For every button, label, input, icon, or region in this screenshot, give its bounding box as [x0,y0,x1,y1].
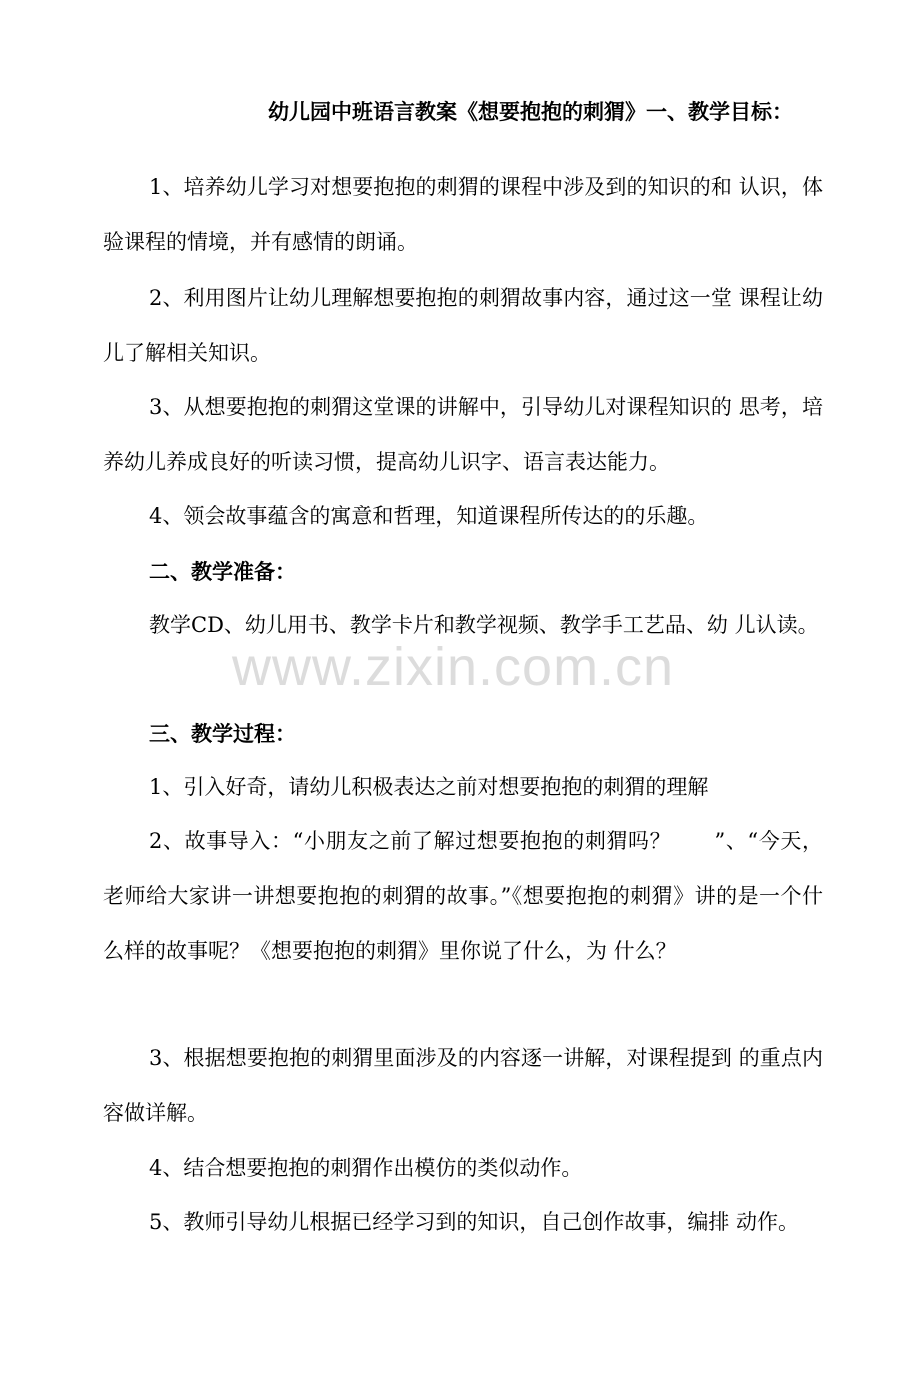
process-item-4: 4、结合想要抱抱的刺猬作出模仿的类似动作。 [149,1156,583,1180]
section-heading-process: 三、教学过程： [149,722,296,746]
document-title: 幼儿园中班语言教案《想要抱抱的刺猬》一、教学目标： [268,100,793,124]
goal-item-3: 3、从想要抱抱的刺猬这堂课的讲解中，引导幼儿对课程知识的 思考，培养幼儿养成良好的听读习惯，提高幼儿识字、语言表达能力。 [103,395,823,474]
process-item-1: 1、引入好奇，请幼儿积极表达之前对想要抱抱的刺猬的理解 [149,775,709,799]
process-item-5: 5、教师引导幼儿根据已经学习到的知识，自己创作故事，编排 动作。 [149,1210,800,1234]
preparation-text: 教学CD、幼儿用书、教学卡片和教学视频、教学手工艺品、幼 儿认读。 [149,613,819,637]
process-item-3: 3、根据想要抱抱的刺猬里面涉及的内容逐一讲解，对课程提到 的重点内容做详解。 [103,1046,823,1125]
section-heading-preparation: 二、教学准备： [149,560,296,584]
process-item-2: 2、故事导入：“小朋友之前了解过想要抱抱的刺猬吗？ ”、“今天，老师给大家讲一讲想要抱抱的刺猬的故事。”《想要抱抱的刺猬》讲的是一个什么样的故事呢？《想要抱抱的刺猬》里你说了什么，为 什么？ [103,829,823,963]
goal-item-1: 1、培养幼儿学习对想要抱抱的刺猬的课程中涉及到的知识的和 认识，体验课程的情境，并有感情的朗诵。 [103,175,823,254]
goal-item-4: 4、领会故事蕴含的寓意和哲理，知道课程所传达的的乐趣。 [149,504,709,528]
goal-item-2: 2、利用图片让幼儿理解想要抱抱的刺猬故事内容，通过这一堂 课程让幼儿了解相关知识。 [103,286,823,365]
site-watermark: www.zixin.com.cn [232,637,675,697]
